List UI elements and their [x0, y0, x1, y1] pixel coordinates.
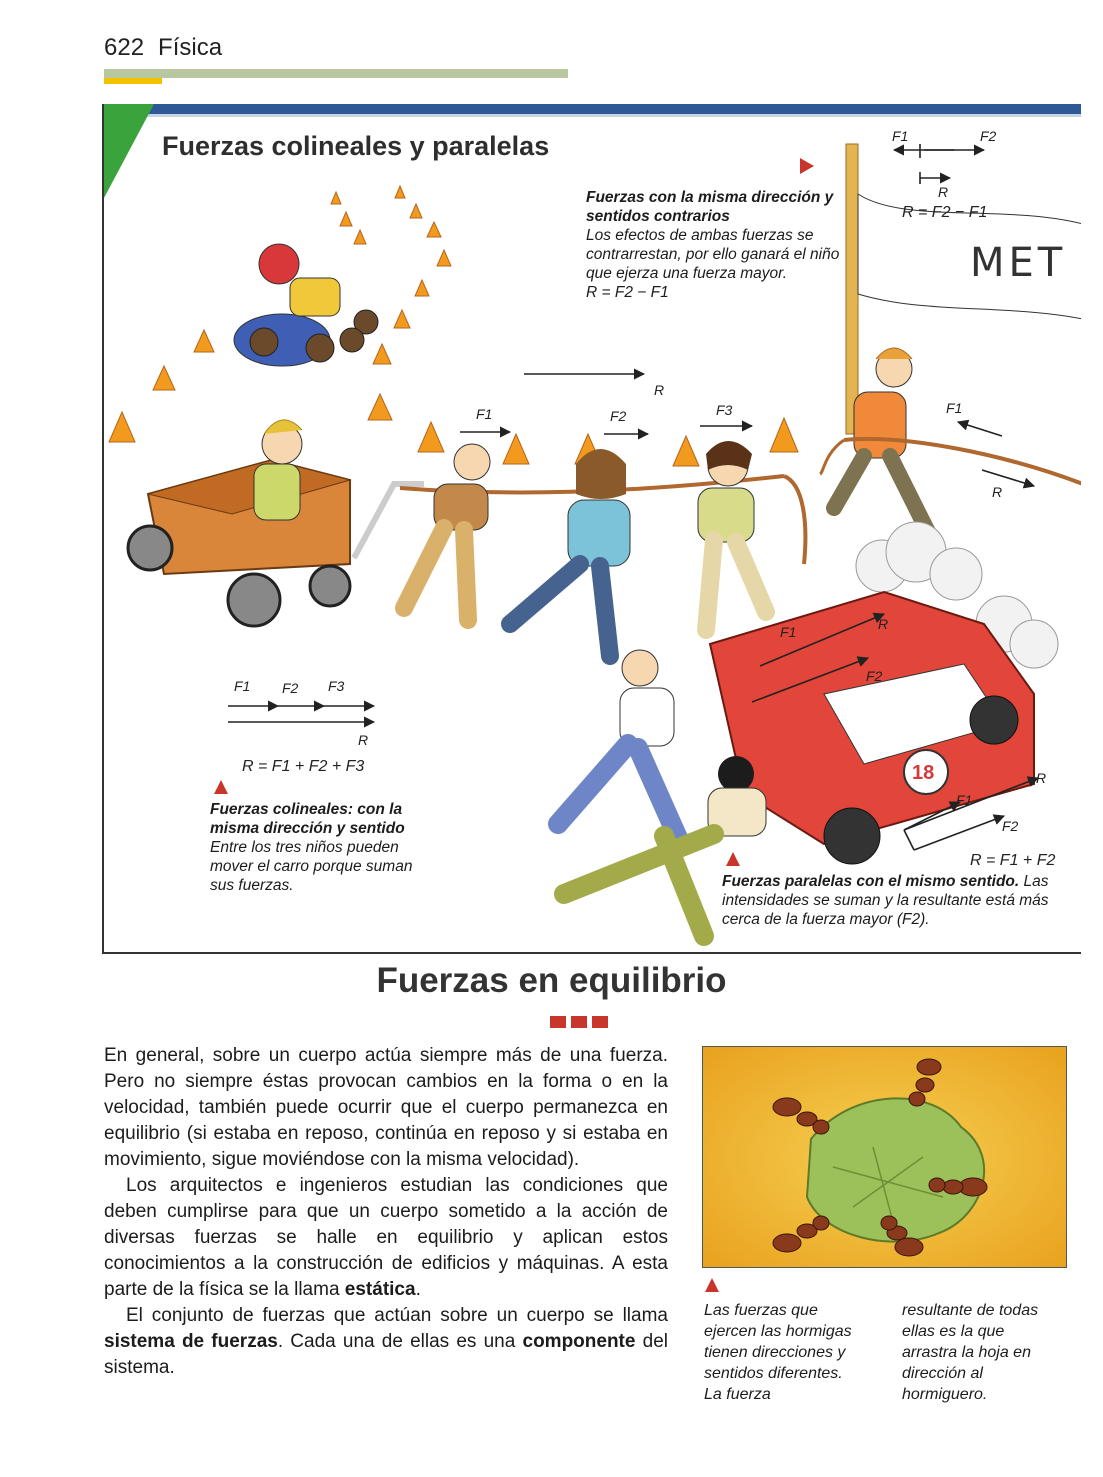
caption-opposite-title: Fuerzas con la misma dirección y sentidos contrarios [586, 189, 834, 225]
caption-parallel [722, 872, 1062, 929]
caption-marker-parallel [726, 852, 740, 866]
label-f1-collinear: F1 [234, 678, 251, 694]
caption-opposite [586, 188, 848, 302]
label-r-car: R [878, 616, 889, 632]
caption-collinear [210, 800, 430, 895]
caption-marker-opposite [800, 158, 814, 174]
paragraph-1: En general, sobre un cuerpo actúa siempre más de una fuerza. Pero no siempre éstas provocan cambios en la forma o en la velocidad, también puede ocurrir que el cuerpo permanezca en equilibrio (si estaba en reposo, continúa en reposo y si estaba en movimiento, sigue moviéndose con la misma velocidad). [104, 1045, 668, 1170]
body-text [104, 1043, 668, 1381]
collinear-forces-diagram [228, 706, 374, 722]
divider-square [550, 1016, 566, 1028]
label-f2-collinear: F2 [282, 680, 299, 696]
formula-opposite-top: R = F2 − F1 [902, 204, 988, 221]
label-f1-pull: F1 [476, 406, 493, 422]
divider-square [571, 1016, 587, 1028]
paragraph-2-end: . [415, 1279, 421, 1300]
label-f1-car: F1 [780, 624, 797, 640]
ants-caption-left: Las fuerzas que ejercen las hormigas tienen direcciones y sentidos diferentes. La fuerza [704, 1302, 852, 1403]
label-r-tug: R [992, 484, 1003, 500]
ants-caption-marker [705, 1278, 719, 1292]
formula-collinear: R = F1 + F2 + F3 [242, 758, 365, 775]
header-accent [104, 78, 162, 84]
paragraph-3-end: del sistema. [104, 1331, 668, 1378]
label-f1-tug: F1 [946, 400, 963, 416]
puller-3 [698, 441, 766, 630]
label-f2-parallel: F2 [1002, 818, 1019, 834]
label-r-center: R [654, 382, 665, 398]
caption-opposite-text: Los efectos de ambas fuerzas se contrarrestan, por ello ganará el niño que ejerza una fuerza mayor. [586, 227, 840, 282]
label-r-collinear: R [358, 732, 369, 748]
label-f1-parallel: F1 [956, 792, 973, 808]
caption-collinear-title: Fuerzas colineales: con la misma dirección y sentido [210, 801, 405, 837]
label-r-parallel: R [1036, 770, 1047, 786]
caption-collinear-text: Entre los tres niños pueden mover el carro porque suman sus fuerzas. [210, 839, 413, 894]
label-f2-car: F2 [866, 668, 883, 684]
ants-illustration [702, 1046, 1067, 1268]
header-rule [104, 69, 568, 78]
term-componente: componente [522, 1331, 636, 1352]
illustration-panel [102, 104, 1081, 954]
ants-caption-right: resultante de todas ellas es la que arrastra la hoja en dirección al hormiguero. [902, 1302, 1039, 1403]
caption-parallel-title: Fuerzas paralelas con el mismo sentido. [722, 873, 1020, 890]
label-f2-top: F2 [980, 128, 997, 144]
section-divider [550, 1016, 608, 1028]
opposite-forces-diagram [894, 144, 984, 184]
formula-parallel: R = F1 + F2 [970, 852, 1056, 869]
tug-child [820, 348, 1081, 536]
caption-parallel-text: Las intensidades se suman y la resultante está más cerca de la fuerza mayor (F2). [722, 873, 1049, 928]
paragraph-2-text: Los arquitectos e ingenieros estudian las condiciones que deben cumplirse para que un cuerpo sometido a la acción de diversas fuerzas se halle en equilibrio y aplican estos conocimientos a la construcción de edificios y máquinas. A esta parte de la física se la llama [104, 1175, 668, 1300]
puller-arrows [460, 426, 752, 434]
label-r-top: R [938, 184, 949, 200]
page-header [104, 34, 222, 62]
divider-square [592, 1016, 608, 1028]
section-title: Fuerzas en equilibrio [376, 961, 727, 1000]
ants-leaf-drawing [703, 1047, 1067, 1268]
paragraph-3-text-b: . Cada una de ellas es una [277, 1331, 523, 1352]
banner-text: MET [970, 240, 1067, 286]
caption-opposite-formula: R = F2 − F1 [586, 284, 669, 301]
car-number: 18 [912, 762, 935, 784]
finish-line-banner [846, 144, 1081, 434]
tug-arrows [958, 422, 1034, 486]
term-sistema-de-fuerzas: sistema de fuerzas [104, 1331, 278, 1352]
caption-marker-collinear [214, 780, 228, 794]
wagon [128, 420, 424, 626]
paragraph-2 [104, 1173, 668, 1303]
paragraph-3-text: El conjunto de fuerzas que actúan sobre un cuerpo se llama [126, 1305, 668, 1326]
label-f3-collinear: F3 [328, 678, 345, 694]
term-estatica: estática [344, 1279, 416, 1300]
page-number: 622 [104, 34, 145, 61]
go-kart-child [234, 244, 378, 366]
paragraph-3 [104, 1303, 668, 1381]
label-f1-top: F1 [892, 128, 909, 144]
page-section: Física [158, 34, 223, 61]
panel-title: Fuerzas colineales y paralelas [162, 131, 550, 161]
car-pusher-1 [558, 650, 678, 838]
label-f3-pull: F3 [716, 402, 733, 418]
puller-2 [510, 449, 630, 656]
puller-1 [404, 444, 490, 620]
label-f2-pull: F2 [610, 408, 627, 424]
